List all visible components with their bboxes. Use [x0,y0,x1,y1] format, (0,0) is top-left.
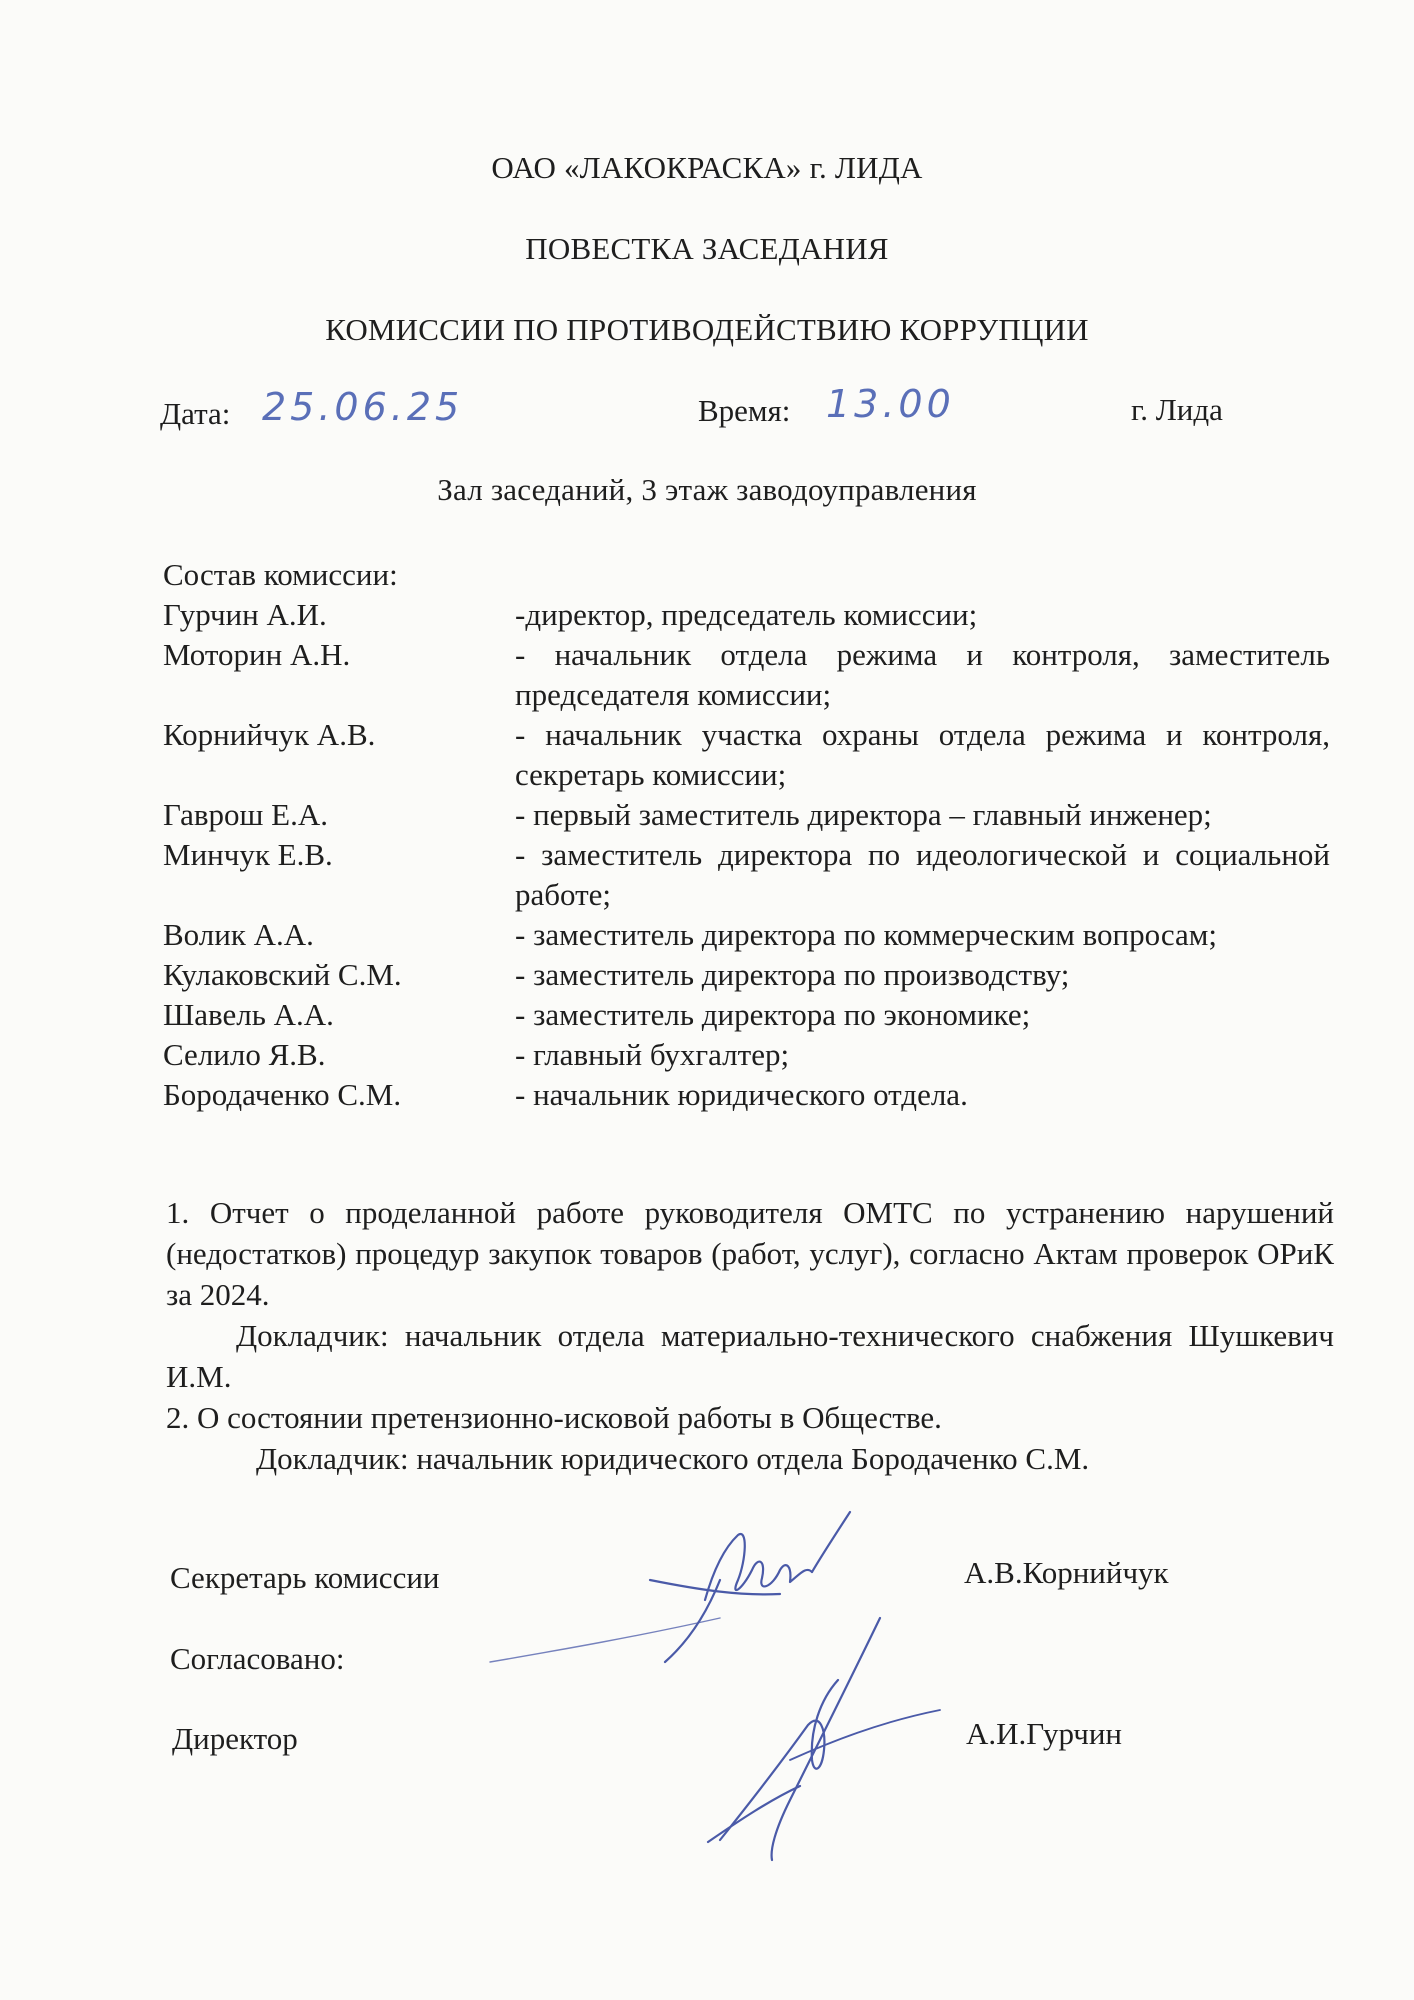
time-label: Время: [698,393,791,428]
secretary-signature [490,1512,850,1662]
secretary-name: А.В.Корнийчук [964,1555,1169,1590]
member-role: - заместитель директора по экономике; [515,997,1031,1032]
member-name: Бородаченко С.М. [163,1077,402,1112]
member-role: - заместитель директора по производству; [515,957,1070,992]
member-role: - начальник отдела режима и контроля, заместитель председателя комиссии; [515,637,1330,712]
agenda-item-1-speaker: Докладчик: начальник отдела материально-технического снабжения Шушкевич И.М. [166,1318,1334,1394]
date-handwritten-value: 25.06.25 [262,385,464,429]
agenda-item-2-speaker: Докладчик: начальник юридического отдела Бородаченко С.М. [256,1441,1090,1476]
city-label: г. Лида [1131,392,1223,427]
member-name: Гаврош Е.А. [163,797,328,832]
agenda-item-2: 2. О состоянии претензионно-исковой работы в Обществе. [166,1400,942,1435]
approved-label: Согласовано: [170,1641,345,1676]
member-role: - начальник участка охраны отдела режима и контроля, секретарь комиссии; [515,717,1330,792]
member-name: Гурчин А.И. [163,597,327,632]
member-name: Кулаковский С.М. [163,957,402,992]
member-role: - заместитель директора по коммерческим вопросам; [515,917,1217,952]
director-name: А.И.Гурчин [966,1716,1123,1751]
document-subtitle: КОМИССИИ ПО ПРОТИВОДЕЙСТВИЮ КОРРУПЦИИ [325,312,1089,347]
document-title: ПОВЕСТКА ЗАСЕДАНИЯ [525,231,889,266]
agenda-item-1: 1. Отчет о проделанной работе руководителя ОМТС по устранению нарушений (недостатков) процедур закупок товаров (работ, услуг), согласно Актам проверок ОРиК за 2024. [166,1195,1334,1312]
member-role: - заместитель директора по идеологической и социальной работе; [515,837,1330,912]
time-handwritten-value: 13.00 [826,382,955,426]
member-name: Шавель А.А. [163,997,334,1032]
commission-heading: Состав комиссии: [163,557,398,592]
member-name: Минчук Е.В. [163,837,333,872]
secretary-label: Секретарь комиссии [170,1560,440,1595]
member-role: - первый заместитель директора – главный инженер; [515,797,1212,832]
member-role: - начальник юридического отдела. [515,1077,968,1112]
meeting-location: Зал заседаний, 3 этаж заводоуправления [437,472,977,507]
member-name: Корнийчук А.В. [163,717,376,752]
member-name: Моторин А.Н. [163,637,351,672]
member-name: Селило Я.В. [163,1037,326,1072]
organization-title: ОАО «ЛАКОКРАСКА» г. ЛИДА [491,150,923,185]
member-name: Волик А.А. [163,917,314,952]
member-role: - главный бухгалтер; [515,1037,790,1072]
director-signature [708,1618,940,1860]
date-label: Дата: [160,396,231,431]
director-label: Директор [172,1721,298,1756]
member-role: -директор, председатель комиссии; [515,597,978,632]
